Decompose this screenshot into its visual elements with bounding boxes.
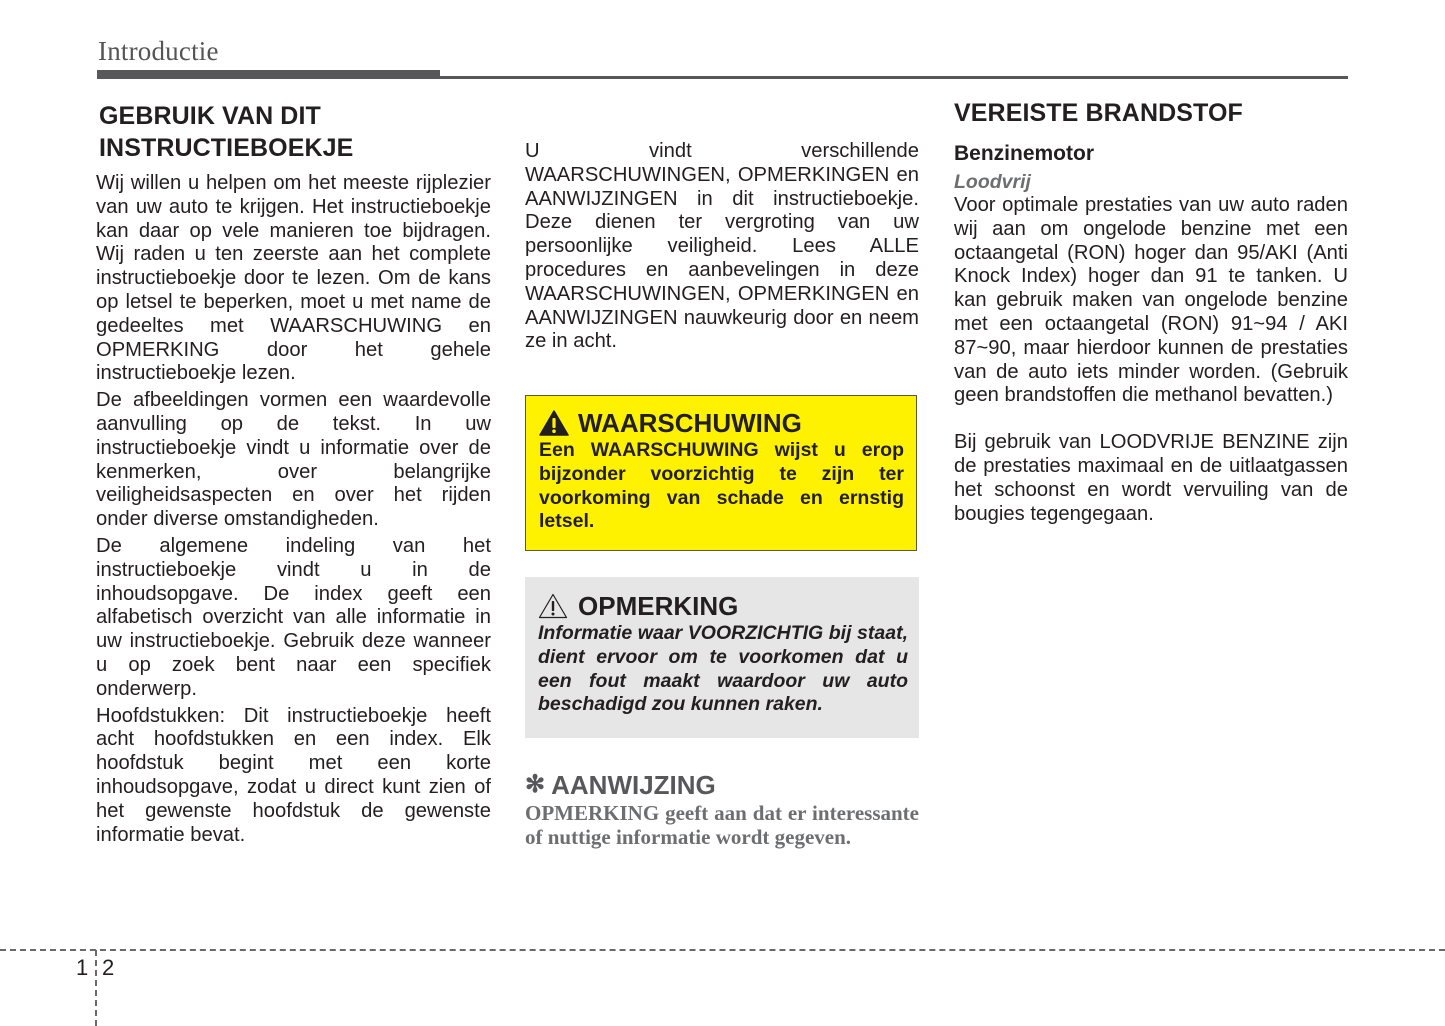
caution-box [525,577,919,738]
warning-text: Een WAARSCHUWING wijst u erop bijzonder voorzichtig te zijn ter voorkoming van schade en ernstig letsel. [539,439,904,533]
paragraph: De afbeeldingen vormen een waardevolle aanvulling op de tekst. In uw instructieboekje vindt u informatie over de kenmerken, over belangrijke veiligheidsaspecten en over het rijden onder diverse omstandigheden. [96,389,491,531]
page-number: 2 [102,955,115,980]
subheading-petrol-engine: Benzinemotor [954,142,1095,165]
asterisk-icon: ✻ [525,771,546,798]
warning-triangle-filled-icon [539,410,569,436]
paragraph: U vindt verschillende WAARSCHUWINGEN, OPMERKINGEN en AANWIJZINGEN in dit instructieboekje. Deze dienen ter vergroting van uw persoonlijke veiligheid. Lees ALLE procedures en aanbevelingen in deze WAARSCHUWINGEN, OPMERKINGEN en AANWIJZINGEN nauwkeurig door en neem ze in acht. [525,140,919,353]
paragraph: De algemene indeling van het instructieboekje vindt u in de inhoudsopgave. De index geeft een alfabetisch overzicht van alle informatie in uw instructieboekje. Gebruik deze wanneer u op zoek bent naar een specifiek onderwerp. [96,534,491,700]
paragraph: Bij gebruik van LOODVRIJE BENZINE zijn de prestaties maximaal en de uitlaatgassen het schoonst en wordt vervuiling van de bougies tegengegaan. [954,431,1348,525]
section-header-title: Introductie [98,36,219,66]
column-usage-manual [96,100,491,847]
heading-usage-manual: GEBRUIK VAN DIT INSTRUCTIEBOEKJE [99,102,354,162]
warning-title: WAARSCHUWING [578,408,802,438]
header-rule-thin [440,76,1348,79]
hint-block [525,770,919,849]
heading-required-fuel: VEREISTE BRANDSTOF [954,99,1243,127]
column-notices-intro [525,140,919,354]
footer-dashed-rule [0,949,1445,951]
footer-dashed-divider [95,950,97,1026]
caution-triangle-outline-icon [538,593,568,619]
paragraph: Voor optimale prestaties van uw auto raden wij aan om ongelode benzine met een octaangetal (RON) hoger dan 95/AKI (Anti Knock Index) hoger dan 91 te tanken. U kan gebruik maken van ongelode benzine met een octaangetal (RON) 91~94 / AKI 87~90, maar hierdoor kunnen de prestaties van de auto iets minder worden. (Gebruik geen brandstoffen die methanol bevatten.) [954,194,1348,407]
subheading-unleaded: Loodvrij [954,171,1031,193]
caution-title-row [538,591,908,621]
caution-text: Informatie waar VOORZICHTIG bij staat, dient ervoor om te voorkomen dat u een fout maakt waardoor uw auto beschadigd zou kunnen raken. [538,622,908,716]
paragraph: Hoofdstukken: Dit instructieboekje heeft acht hoofdstukken en een index. Elk hoofdstuk begint met een korte inhoudsopgave, zodat u direct kunt zien of het gewenste hoofdstuk de gewenste informatie bevat. [96,704,491,846]
caution-title: OPMERKING [578,591,739,621]
hint-text: OPMERKING geeft aan dat er interessante of nuttige informatie wordt gegeven. [525,801,919,849]
header-rule-thick [97,70,440,79]
hint-title: AANWIJZING [551,770,716,800]
warning-title-row [539,408,904,438]
chapter-number: 1 [76,955,89,980]
hint-title-row [525,770,919,800]
warning-box [525,395,917,551]
column-required-fuel [954,97,1348,526]
paragraph: Wij willen u helpen om het meeste rijplezier van uw auto te krijgen. Het instructieboekje kan daar op vele manieren toe bijdragen. Wij raden u ten zeerste aan het complete instructieboekje door te lezen. Om de kans op letsel te beperken, moet u met name de gedeeltes met WAARSCHUWING en OPMERKING door het gehele instructieboekje lezen. [96,172,491,385]
